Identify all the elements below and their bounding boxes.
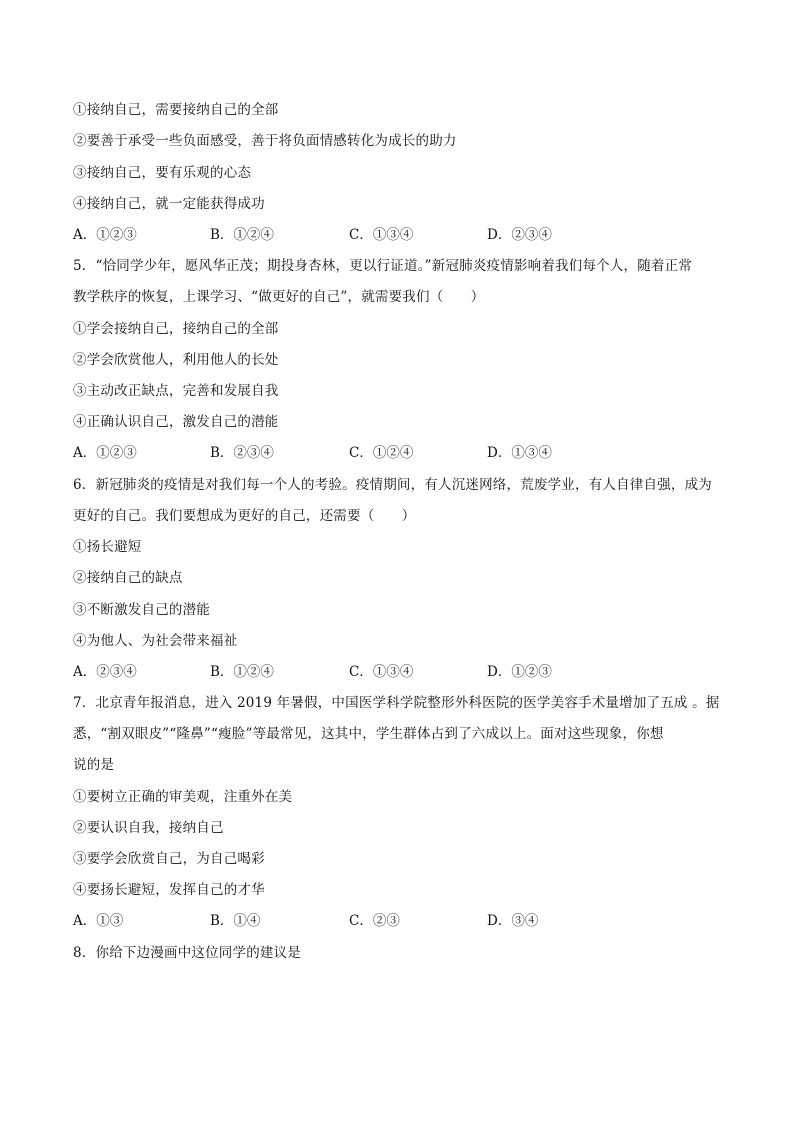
q5-statement-1: ①学会接纳自己，接纳自己的全部: [73, 321, 279, 337]
q5-option-b: B．②③④: [210, 445, 274, 461]
q4-statement-1: ①接纳自己，需要接纳自己的全部: [73, 102, 279, 118]
q8-stem-line-1: 8．你给下边漫画中这位同学的建议是: [73, 945, 301, 961]
q6-stem-line-2: 更好的自己。我们要想成为更好的自己，还需要（ ）: [73, 508, 416, 524]
q6-statement-2: ②接纳自己的缺点: [73, 570, 183, 586]
q5-option-d: D．①③④: [487, 445, 552, 461]
q7-option-d: D．③④: [487, 913, 539, 929]
q7-stem-line-1: 7．北京青年报消息，进入 2019 年暑假，中国医学科学院整形外科医院的医学美容手术量增加了五成 。据: [73, 695, 720, 711]
q6-statement-4: ④为他人、为社会带来福祉: [73, 633, 238, 649]
q4-statement-2: ②要善于承受一些负面感受，善于将负面情感转化为成长的助力: [73, 133, 457, 149]
q6-statement-1: ①扬长避短: [73, 539, 142, 555]
q4-option-b: B．①②④: [210, 227, 274, 243]
q5-stem-line-2: 教学秩序的恢复，上课学习、“做更好的自己”，就需要我们（ ）: [73, 289, 485, 305]
q5-option-c: C．①②④: [349, 445, 414, 461]
q6-statement-3: ③不断激发自己的潜能: [73, 602, 210, 618]
q7-option-c: C．②③: [349, 913, 400, 929]
q6-stem-line-1: 6．新冠肺炎的疫情是对我们每一个人的考验。疫情期间，有人沉迷网络，荒废学业，有人自律自强，成为: [73, 477, 712, 493]
q4-statement-4: ④接纳自己，就一定能获得成功: [73, 196, 265, 212]
q4-option-c: C．①③④: [349, 227, 414, 243]
q7-option-a: A．①③: [73, 913, 124, 929]
q5-statement-4: ④正确认识自己，激发自己的潜能: [73, 414, 279, 430]
q7-stem-line-3: 说的是: [73, 757, 115, 773]
q4-statement-3: ③接纳自己，要有乐观的心态: [73, 165, 252, 181]
q6-option-a: A．②③④: [73, 664, 137, 680]
q7-statement-3: ③要学会欣赏自己，为自己喝彩: [73, 851, 265, 867]
q7-stem-line-2: 悉，“割双眼皮”“隆鼻”“瘦脸”等最常见，这其中，学生群体占到了六成以上。面对这些现象，你想: [73, 726, 664, 742]
q7-statement-4: ④要扬长避短，发挥自己的才华: [73, 882, 265, 898]
q6-option-b: B．①②④: [210, 664, 274, 680]
q7-statement-1: ①要树立正确的审美观，注重外在美: [73, 789, 293, 805]
q5-option-a: A．①②③: [73, 445, 137, 461]
q4-option-a: A．①②③: [73, 227, 137, 243]
q4-option-d: D．②③④: [487, 227, 552, 243]
q5-stem-line-1: 5．“恰同学少年，愿风华正茂；期投身杏林，更以行证道。”新冠肺炎疫情影响着我们每个人，随着正常: [73, 258, 693, 274]
q7-option-b: B．①④: [210, 913, 261, 929]
q6-option-c: C．①③④: [349, 664, 414, 680]
q6-option-d: D．①②③: [487, 664, 552, 680]
q5-statement-2: ②学会欣赏他人，利用他人的长处: [73, 352, 279, 368]
q5-statement-3: ③主动改正缺点，完善和发展自我: [73, 383, 279, 399]
q7-statement-2: ②要认识自我，接纳自己: [73, 820, 224, 836]
